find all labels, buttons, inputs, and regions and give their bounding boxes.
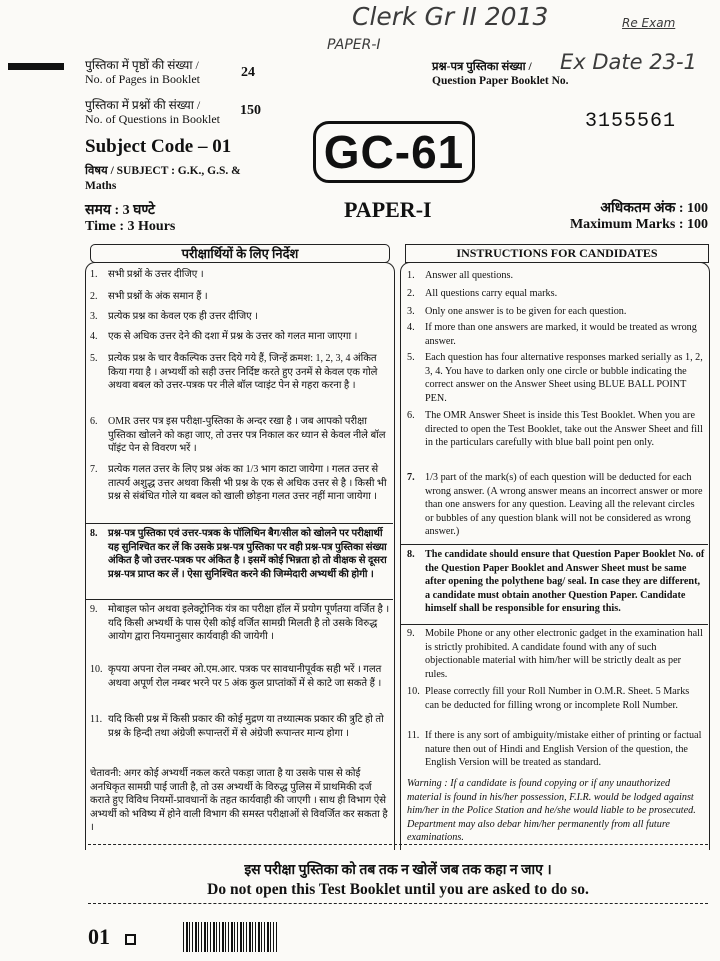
hindi-warning-text: चेतावनी: अगर कोई अभ्यर्थी नकल करते पकड़ा जाता है या उसके पास से कोई अनधिकृत सामग्री पाई जाती है, तो उस अभ्यर्थी के विरुद्ध पुलिस में प्राथमिकी दर्ज कराते हुए विविध नियमों-प्रावधानों के तहत कार्यवाही की जाएगी । साथ ही विभाग ऐसे अभ्यर्थी को भविष्य में होने वाली विभाग की समस्त परीक्षाओं से विवर्जित कर सकता है । <box>90 768 388 833</box>
english-warning-text: Warning : If a candidate is found copying or if any unauthorized material is found in his/her possession, F.I.R. would be lodged against him/her in the Police Station and he/she would liable to be prosecuted. Department may also debar him/her permanently from all future examinations. <box>407 778 696 843</box>
questions-label-en: No. of Questions in Booklet <box>85 112 220 126</box>
english-item-number: 7. <box>407 472 415 483</box>
english-item-number: 1. <box>407 270 415 281</box>
hindi-item-text: सभी प्रश्नों के अंक समान हैं । <box>108 291 208 302</box>
english-item-text: If more than one answers are marked, it would be treated as wrong answer. <box>425 322 697 347</box>
subject-code: Subject Code – 01 <box>85 136 232 157</box>
hindi-item-10 <box>90 663 390 690</box>
handwritten-title: Clerk Gr II 2013 <box>352 2 549 31</box>
hindi-item-text: मोबाइल फोन अथवा इलेक्ट्रोनिक यंत्र का परीक्षा हॉल में प्रयोग पूर्णतया वर्जित है । यदि किसी अभ्यर्थी के पास ऐसी कोई वर्जित सामग्री मिलती है तो उसके विरुद्ध आयोग द्वारा नियमानुसार कार्यवाही की जायेगी । <box>108 604 390 642</box>
english-item-number: 11. <box>407 730 420 741</box>
bottom-code: 01 <box>88 924 110 949</box>
english-item-number: 3. <box>407 306 415 317</box>
hindi-item-number: 2. <box>90 291 98 302</box>
english-separator <box>401 544 708 545</box>
english-item-text: Each question has four alternative responses marked serially as 1, 2, 3, 4. You have to darken only one circle or bubble indicating the correct answer on the Answer Sheet using BLUE BALL POINT PEN. <box>425 352 703 404</box>
hindi-item-5 <box>90 352 390 393</box>
code-square-icon <box>125 934 136 945</box>
hindi-item-1 <box>90 268 390 282</box>
barcode-icon <box>183 922 277 952</box>
pages-label-en: No. of Pages in Booklet <box>85 72 200 86</box>
time-hi: समय : 3 घण्टे <box>85 203 155 218</box>
hindi-instructions-panel <box>85 262 395 850</box>
questions-label-hi: पुस्तिका में प्रश्नों की संख्या / <box>85 98 201 112</box>
time-en: Time : 3 Hours <box>85 219 176 234</box>
hindi-item-11 <box>90 713 390 740</box>
handwritten-re-exam: Re Exam <box>622 16 676 30</box>
footer-notice-hi: इस परीक्षा पुस्तिका को तब तक न खोलें जब तक कहा न जाए । <box>244 863 552 878</box>
booklet-label-en: Question Paper Booklet No. <box>432 75 569 87</box>
english-item-text: If there is any sort of ambiguity/mistake either of printing or factual nature then out of Hindi and English Version of the question, the English Version will be treated as standard. <box>425 730 702 768</box>
english-separator <box>401 624 708 625</box>
hindi-item-text: प्रश्न-पत्र पुस्तिका एवं उत्तर-पत्रक के पॉलिथिन बैग/सील को खोलने पर परीक्षार्थी यह सुनिश्चित कर लें कि उसके प्रश्न-पत्र पुस्तिका पर वही प्रश्न-पत्र पुस्तिका संख्या अंकित है जो उत्तर-पत्रक पर अंकित है । इसमें कोई भिन्नता हो तो वीक्षक से दूसरा प्रश्न-पत्र प्राप्त कर लें । ऐसा सुनिश्चित करने की जिम्मेदारी अभ्यर्थी की होगी । <box>108 528 387 580</box>
english-item-5 <box>407 351 705 405</box>
english-item-11 <box>407 729 705 770</box>
english-item-4 <box>407 321 705 348</box>
english-item-1 <box>407 269 705 283</box>
hindi-warning <box>90 767 390 835</box>
hindi-item-4 <box>90 330 390 344</box>
booklet-number: 3155561 <box>585 110 677 133</box>
marks-en: Maximum Marks : 100 <box>569 217 708 232</box>
pages-label <box>85 58 200 86</box>
english-instructions-title: INSTRUCTIONS FOR CANDIDATES <box>405 244 709 263</box>
hindi-item-number: 10. <box>90 664 103 675</box>
hindi-instructions-title: परीक्षार्थियों के लिए निर्देश <box>90 244 390 263</box>
hindi-item-3 <box>90 310 390 324</box>
booklet-label-hi: प्रश्न-पत्र पुस्तिका संख्या / <box>432 61 532 73</box>
hindi-item-number: 11. <box>90 714 103 725</box>
cover-strip <box>8 63 64 70</box>
hindi-item-7 <box>90 463 390 504</box>
english-item-number: 4. <box>407 322 415 333</box>
footer-notice <box>88 844 708 904</box>
pages-label-hi: पुस्तिका में पृष्ठों की संख्या / <box>85 58 199 72</box>
english-item-number: 6. <box>407 410 415 421</box>
hindi-item-text: कृपया अपना रोल नम्बर ओ.एम.आर. पत्रक पर सावधानीपूर्वक सही भरें । गलत अथवा अपूर्ण रोल नम्बर भरने पर 5 अंक कुल प्राप्तांकों में से काटे जा सकते हैं । <box>108 664 382 689</box>
english-item-10 <box>407 685 705 712</box>
english-item-text: The OMR Answer Sheet is inside this Test Booklet. When you are directed to open the Test Booklet, take out the Answer Sheet and fill in the particulars carefully with blue ball point pen only. <box>425 410 703 448</box>
hindi-item-text: सभी प्रश्नों के उत्तर दीजिए । <box>108 269 204 280</box>
english-item-text: 1/3 part of the mark(s) of each question will be deducted for each wrong answer. (A wrong answer means an incorrect answer or more than one answers for any question. Leaving all the relevant circles or bubbles of any question blank will not be considered as wrong answer.) <box>425 472 703 537</box>
questions-value: 150 <box>240 103 261 118</box>
marks-hi: अधिकतम अंक : 100 <box>600 201 708 216</box>
hindi-item-number: 8. <box>90 528 98 539</box>
handwritten-ex-date: Ex Date 23-1 <box>560 50 697 74</box>
series-code: GC-61 <box>323 126 465 178</box>
english-item-7 <box>407 471 705 539</box>
max-marks <box>540 201 708 233</box>
english-item-8 <box>407 548 705 616</box>
hindi-item-text: OMR उत्तर पत्र इस परीक्षा-पुस्तिका के अन्दर रखा है । जब आपको परीक्षा पुस्तिका खोलने को कहा जाए, तो उत्तर पत्र निकाल कर ध्यान से केवल नीले बॉल पॉइंट पेन से विवरण भरें । <box>108 416 386 454</box>
english-item-number: 10. <box>407 686 420 697</box>
hindi-separator <box>86 523 393 524</box>
hindi-item-8 <box>90 527 390 581</box>
english-item-text: Only one answer is to be given for each question. <box>425 306 627 317</box>
english-item-text: Answer all questions. <box>425 270 513 281</box>
hindi-item-number: 3. <box>90 311 98 322</box>
hindi-item-number: 4. <box>90 331 98 342</box>
hindi-item-6 <box>90 415 390 456</box>
subject-line-1: विषय / SUBJECT : G.K., G.S. & <box>85 165 241 177</box>
hindi-item-number: 9. <box>90 604 98 615</box>
english-item-2 <box>407 287 705 301</box>
hindi-item-2 <box>90 290 390 304</box>
questions-label <box>85 98 220 126</box>
footer-notice-en: Do not open this Test Booklet until you are asked to do so. <box>207 881 589 898</box>
paper-title: PAPER-I <box>344 197 432 222</box>
hindi-item-number: 1. <box>90 269 98 280</box>
english-item-text: Mobile Phone or any other electronic gadget in the examination hall is strictly prohibited. A candidate found with any of such objectionable material with him/her will be strictly dealt as per rules. <box>425 628 703 680</box>
hindi-item-number: 7. <box>90 464 98 475</box>
pages-value: 24 <box>241 65 255 80</box>
subject-line-2: Maths <box>85 180 117 192</box>
english-item-number: 9. <box>407 628 415 639</box>
hindi-item-text: यदि किसी प्रश्न में किसी प्रकार की कोई मुद्रण या तथ्यात्मक प्रकार की त्रुटि हो तो प्रश्न के हिन्दी तथा अंग्रेजी रूपान्तरों में से अंग्रेजी रूपान्तर मान्य होगा । <box>108 714 384 739</box>
hindi-separator <box>86 599 393 600</box>
english-item-text: All questions carry equal marks. <box>425 288 558 299</box>
english-warning <box>407 777 705 845</box>
english-item-number: 5. <box>407 352 415 363</box>
english-item-3 <box>407 305 705 319</box>
english-item-number: 2. <box>407 288 415 299</box>
english-item-text: Please correctly fill your Roll Number in O.M.R. Sheet. 5 Marks can be deducted for filling wrong or incomplete Roll Number. <box>425 686 690 711</box>
english-item-6 <box>407 409 705 450</box>
english-instructions-panel <box>400 262 710 850</box>
hindi-item-9 <box>90 603 390 644</box>
handwritten-paper-note: PAPER-I <box>327 37 381 53</box>
series-code-box <box>313 121 475 183</box>
hindi-item-text: एक से अधिक उत्तर देने की दशा में प्रश्न के उत्तर को गलत माना जाएगा । <box>108 331 358 342</box>
hindi-item-number: 6. <box>90 416 98 427</box>
time-block <box>85 203 175 235</box>
hindi-item-text: प्रत्येक प्रश्न का केवल एक ही उत्तर दीजिए । <box>108 311 258 322</box>
hindi-item-text: प्रत्येक प्रश्न के चार वैकल्पिक उत्तर दिये गये हैं, जिन्हें क्रमश: 1, 2, 3, 4 अंकित किया गया है । अभ्यर्थी को सही उत्तर निर्दिष्ट करते हुए उनमें से केवल एक गोले अथवा बबल को उत्तर-पत्रक पर नीले बॉल प्वाइंट पेन से गहरा करना है । <box>108 353 378 391</box>
subject-line <box>85 164 241 194</box>
hindi-item-text: प्रत्येक गलत उत्तर के लिए प्रश्न अंक का 1/3 भाग काटा जायेगा । गलत उत्तर से तात्पर्य अशुद्ध उत्तर अथवा किसी भी प्रश्न के एक से अधिक उत्तर से है । किसी भी प्रश्न से संबंधित गोले या बबल को खाली छोड़ना गलत उत्तर नहीं माना जायेगा । <box>108 464 387 502</box>
hindi-item-number: 5. <box>90 353 98 364</box>
english-item-number: 8. <box>407 549 415 560</box>
english-item-text: The candidate should ensure that Question Paper Booklet No. of the Question Paper Booklet and Answer Sheet must be same after opening the polythene bag/ seal. In case they are different, a candidate must obtain another Question Paper. Candidate himself shall be responsible for ensuring this. <box>425 549 705 614</box>
booklet-label <box>432 60 569 88</box>
english-item-9 <box>407 627 705 681</box>
